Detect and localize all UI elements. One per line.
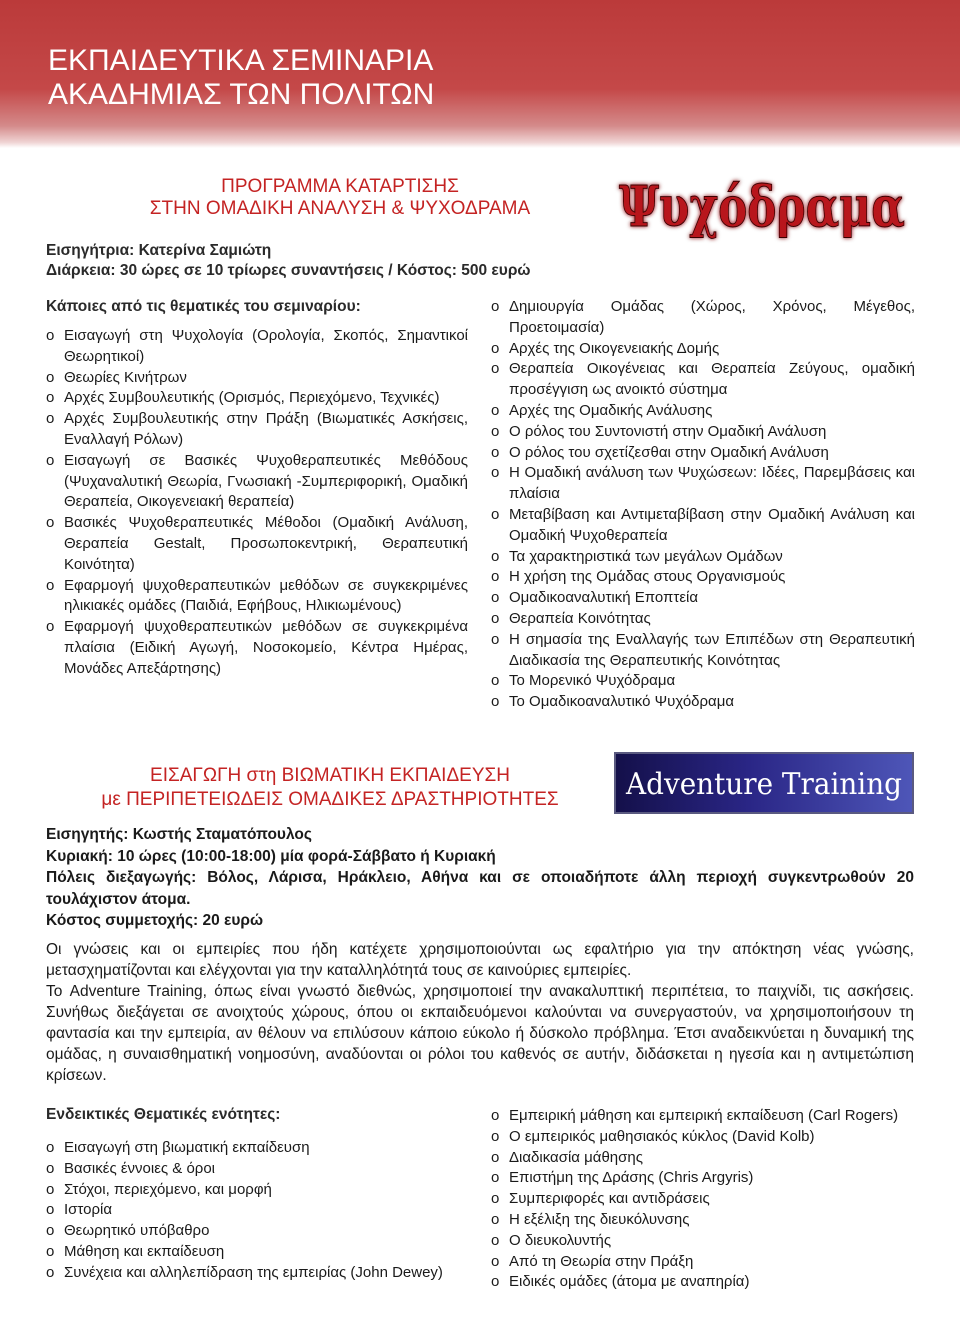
topic-list-item: o Διαδικασία μάθησης (491, 1148, 915, 1169)
topic-list-item: o Εφαρμογή ψυχοθεραπευτικών μεθόδων σε συγκεκριμένες ηλικιακές ομάδες (Παιδιά, Εφήβους, Ηλικιωμένους) (46, 576, 468, 618)
topic-list-item: o Αρχές της Οικογενειακής Δομής (491, 339, 915, 360)
topic-list-item: o Θεωρίες Κινήτρων (46, 368, 468, 389)
topic-list-item: o Αρχές Συμβουλευτικής στην Πράξη (Βιωματικές Ασκήσεις, Εναλλαγή Ρόλων) (46, 409, 468, 451)
program2-topics-right (491, 1106, 915, 1293)
program2-topics-left (46, 1138, 468, 1284)
program1-topics-heading: Κάποιες από τις θεματικές του σεμιναρίου: (46, 298, 361, 315)
program2-description (46, 939, 914, 1086)
topic-list-item: o Μεταβίβαση και Αντιμεταβίβαση στην Ομαδική Ανάλυση και Ομαδική Ψυχοθεραπεία (491, 505, 915, 547)
topic-list-item: o Η εξέλιξη της διευκόλυνσης (491, 1210, 915, 1231)
program2-title (40, 764, 620, 812)
program2-para2: Το Adventure Training, όπως είναι γνωστό διεθνώς, χρησιμοποιεί την ανακαλυπτική περιπέτεια, το παιχνίδι, τις ασκήσεις. Συνήθως διεξάγεται σε ανοιχτούς χώρους, όπου οι εκπαιδευόμενοι καλούνται να συνεργαστούν, να χρησιμοποιήσουν τη φαντασία και την εμπειρία, αν θέλουν να επιλύσουν κάποιο εύκολο ή δύσκολο πρόβλημα. Έτσι αναδεικνύεται η δυναμική της ομάδας, η συναισθηματική νοημοσύνη, αναδύονται οι ρόλοι του καθενός σε αυτήν, διδάσκεται η ηγεσία και η αντιμετώπιση κρίσεων. (46, 983, 914, 1084)
topic-list-item: o Το Ομαδικοαναλυτικό Ψυχόδραμα (491, 692, 915, 713)
adventure-training-logo-text: Adventure Training (625, 767, 902, 802)
topic-list-item: o Αρχές της Ομαδικής Ανάλυσης (491, 401, 915, 422)
topic-list-item: o Ιστορία (46, 1200, 468, 1221)
topic-list-item: o Ο διευκολυντής (491, 1231, 915, 1252)
header-banner (0, 0, 960, 148)
program1-topics-left (46, 326, 468, 680)
topic-list-item: o Η σημασία της Εναλλαγής των Επιπέδων στη Θεραπευτική Διαδικασία της Θεραπευτικής Κοινότητας (491, 630, 915, 672)
topic-list-item: o Μάθηση και εκπαίδευση (46, 1242, 468, 1263)
program2-title-line1: ΕΙΣΑΓΩΓΗ στη ΒΙΩΜΑΤΙΚΗ ΕΚΠΑΙΔΕΥΣΗ (150, 765, 510, 786)
topic-list-item: o Στόχοι, περιεχόμενο, και μορφή (46, 1180, 468, 1201)
psychodrama-logo (612, 166, 912, 252)
topic-list-item: o Εισαγωγή στη βιωματική εκπαίδευση (46, 1138, 468, 1159)
program2-schedule: Κυριακή: 10 ώρες (10:00-18:00) μία φορά-Σάββατο ή Κυριακή (46, 847, 496, 865)
psychodrama-logo-text: Ψυχόδραμα (619, 174, 905, 240)
program1-topics-right (491, 297, 915, 713)
program1-instructor: Εισηγήτρια: Κατερίνα Σαμιώτη (46, 242, 272, 259)
topic-list-item: o Ειδικές ομάδες (άτομα με αναπηρία) (491, 1272, 915, 1293)
topic-list-item: o Συμπεριφορές και αντιδράσεις (491, 1189, 915, 1210)
topic-list-item: o Αρχές Συμβουλευτικής (Ορισμός, Περιεχόμενο, Τεχνικές) (46, 388, 468, 409)
program2-title-line2: με ΠΕΡΙΠΕΤΕΙΩΔΕΙΣ ΟΜΑΔΙΚΕΣ ΔΡΑΣΤΗΡΙΟΤΗΤΕΣ (101, 789, 559, 810)
topic-list-item: o Ο ρόλος του Συντονιστή στην Ομαδική Ανάλυση (491, 422, 915, 443)
program2-para1: Οι γνώσεις και οι εμπειρίες που ήδη κατέχετε χρησιμοποιούνται ως εφαλτήριο για την απόκτηση νέας γνώσης, μετασχηματίζονται και ελέγχονται για την καταλληλότητά τους σε καινούριες εμπειρίες. (46, 941, 914, 979)
topic-list-item: o Θεραπεία Κοινότητας (491, 609, 915, 630)
topic-list-item: o Βασικές έννοιες & όροι (46, 1159, 468, 1180)
program2-instructor: Εισηγητής: Κωστής Σταματόπουλος (46, 826, 312, 843)
topic-list-item: o Εισαγωγή στη Ψυχολογία (Ορολογία, Σκοπός, Σημαντικοί Θεωρητικοί) (46, 326, 468, 368)
topic-list-item: o Από τη Θεωρία στην Πράξη (491, 1252, 915, 1273)
topic-list-item: o Ο εμπειρικός μαθησιακός κύκλος (David Kolb) (491, 1127, 915, 1148)
topic-list-item: o Η Ομαδική ανάλυση των Ψυχώσεων: Ιδέες, Παρεμβάσεις και πλαίσια (491, 463, 915, 505)
adventure-training-logo (614, 752, 914, 814)
program1-duration: Διάρκεια: 30 ώρες σε 10 τρίωρες συναντήσεις / Κόστος: 500 ευρώ (46, 262, 531, 279)
program2-cities: Πόλεις διεξαγωγής: Βόλος, Λάρισα, Ηράκλειο, Αθήνα και σε οποιαδήποτε άλλη περιοχή συγκεντρωθούν 20 τουλάχιστον άτομα. (46, 869, 914, 908)
topic-list-item: o Θεωρητικό υπόβαθρο (46, 1221, 468, 1242)
topic-list-item: o Τα χαρακτηριστικά των μεγάλων Ομάδων (491, 547, 915, 568)
header-title-line2: ΑΚΑΔΗΜΙΑΣ ΤΩΝ ΠΟΛΙΤΩΝ (48, 78, 435, 111)
topic-list-item: o Ο ρόλος του σχετίζεσθαι στην Ομαδική Ανάλυση (491, 443, 915, 464)
topic-list-item: o Επιστήμη της Δράσης (Chris Argyris) (491, 1168, 915, 1189)
topic-list-item: o Εισαγωγή σε Βασικές Ψυχοθεραπευτικές Μεθόδους (Ψυχαναλυτική Θεωρία, Γνωσιακή -Συμπεριφορική, Ομαδική Θεραπεία, Οικογενειακή θεραπεία) (46, 451, 468, 513)
topic-list-item: o Εφαρμογή ψυχοθεραπευτικών μεθόδων σε συγκεκριμένα πλαίσια (Ειδική Αγωγή, Νοσοκομείο, Κέντρα Ημέρας, Μονάδες Απεξάρτησης) (46, 617, 468, 679)
topic-list-item: o Θεραπεία Οικογένειας και Θεραπεία Ζεύγους, ομαδική προσέγγιση ως ανοικτό σύστημα (491, 359, 915, 401)
header-title (48, 44, 434, 112)
topic-list-item: o Ομαδικοαναλυτική Εποπτεία (491, 588, 915, 609)
topic-list-item: o Δημιουργία Ομάδας (Χώρος, Χρόνος, Μέγεθος, Προετοιμασία) (491, 297, 915, 339)
program2-cost: Κόστος συμμετοχής: 20 ευρώ (46, 912, 264, 929)
topic-list-item: o Η χρήση της Ομάδας στους Οργανισμούς (491, 567, 915, 588)
program1-title-line2: ΣΤΗΝ ΟΜΑΔΙΚΗ ΑΝΑΛΥΣΗ & ΨΥΧΟΔΡΑΜΑ (149, 198, 531, 219)
program2-topics-heading: Ενδεικτικές Θεματικές ενότητες: (46, 1106, 281, 1123)
topic-list-item: o Το Μορενικό Ψυχόδραμα (491, 671, 915, 692)
topic-list-item: o Συνέχεια και αλληλεπίδραση της εμπειρίας (John Dewey) (46, 1263, 468, 1284)
program1-meta (46, 241, 646, 281)
program1-title (100, 176, 580, 220)
topic-list-item: o Βασικές Ψυχοθεραπευτικές Μέθοδοι (Ομαδική Ανάλυση, Θεραπεία Gestalt, Προσωποκεντρική, Θεραπευτική Κοινότητα) (46, 513, 468, 575)
program1-title-line1: ΠΡΟΓΡΑΜΜΑ ΚΑΤΑΡΤΙΣΗΣ (221, 176, 459, 197)
program2-meta (46, 824, 914, 932)
topic-list-item: o Εμπειρική μάθηση και εμπειρική εκπαίδευση (Carl Rogers) (491, 1106, 915, 1127)
header-title-line1: ΕΚΠΑΙΔΕΥΤΙΚΑ ΣΕΜΙΝΑΡΙΑ (48, 44, 434, 77)
